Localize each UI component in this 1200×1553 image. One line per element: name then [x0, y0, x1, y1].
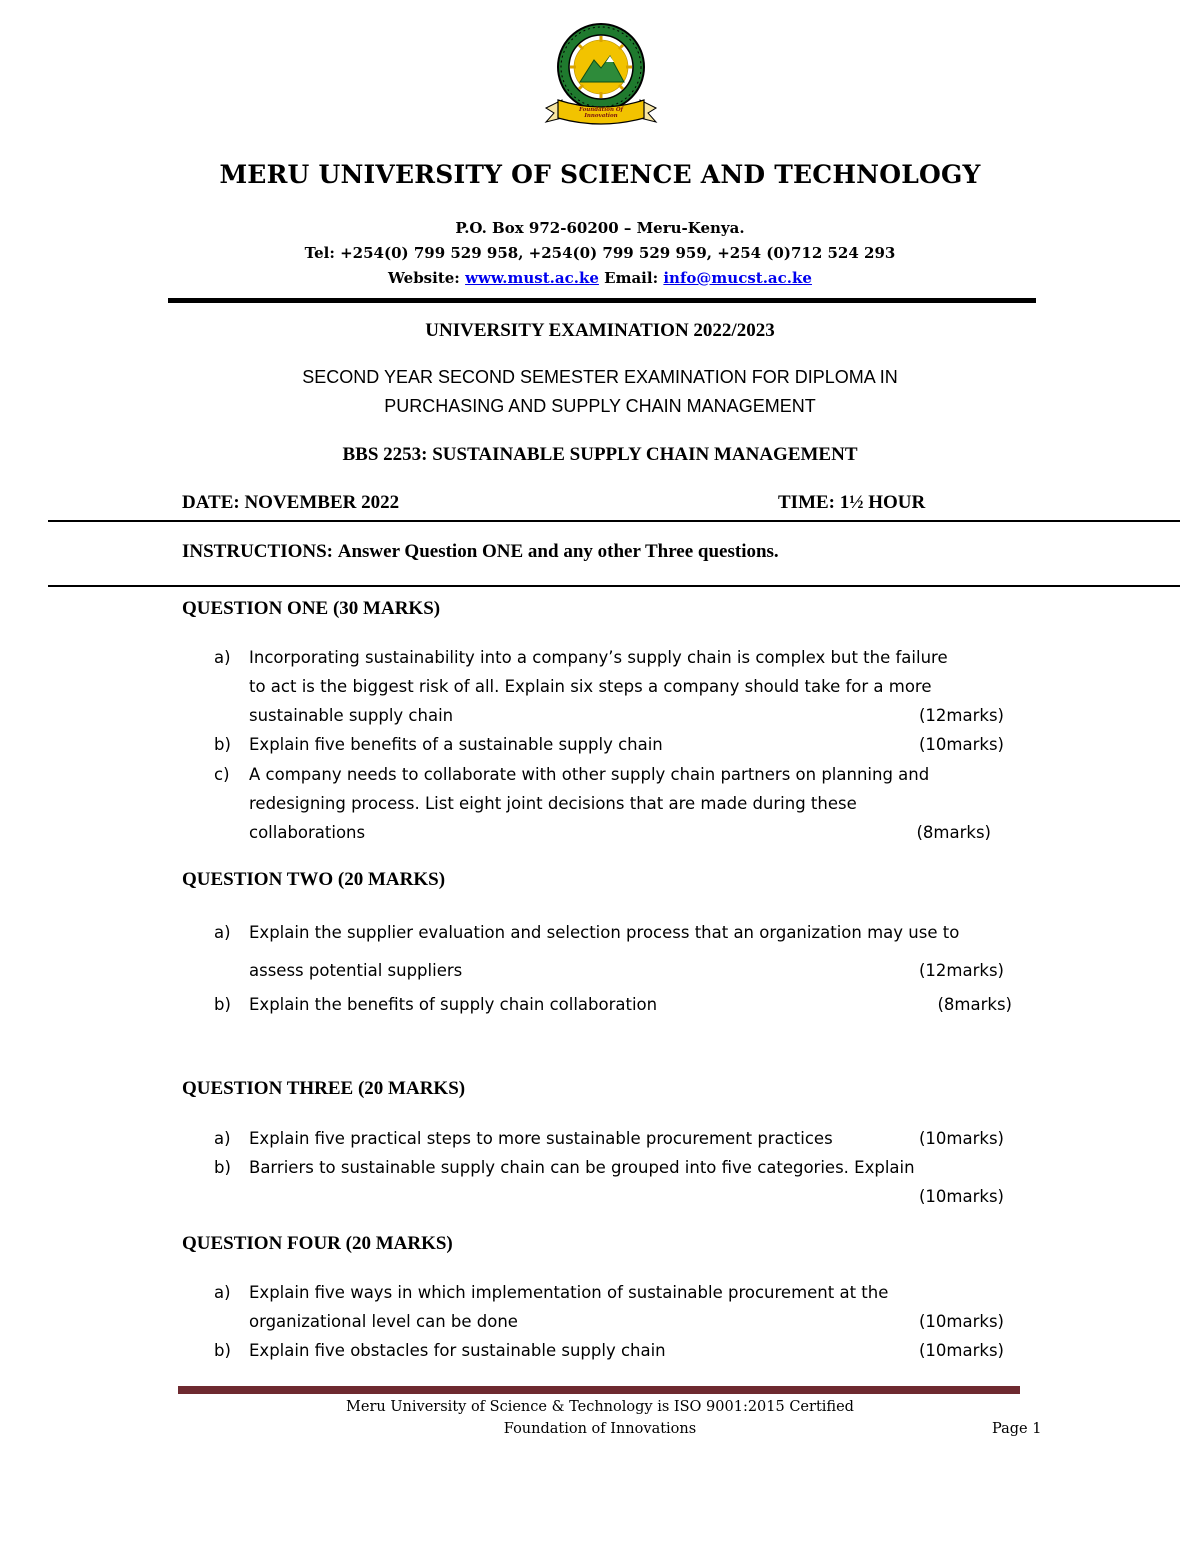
- exam-title: UNIVERSITY EXAMINATION 2022/2023: [425, 320, 775, 341]
- footer-divider: [178, 1386, 1020, 1394]
- item-text-line: sustainable supply chain: [249, 706, 454, 726]
- item-marks: (10marks): [919, 1187, 1004, 1207]
- item-text-line: Explain five obstacles for sustainable supply chain: [249, 1341, 666, 1360]
- email-link[interactable]: info@mucst.ac.ke: [663, 269, 812, 287]
- page-number: Page 1: [992, 1421, 1042, 1437]
- item-label: a): [214, 1283, 231, 1302]
- item-label: b): [214, 735, 231, 754]
- item-marks: (10marks): [919, 1312, 1004, 1332]
- question-two-part-a: [214, 914, 1004, 990]
- email-label: Email:: [604, 269, 659, 287]
- question-two-heading: QUESTION TWO (20 MARKS): [182, 869, 446, 890]
- university-name: MERU UNIVERSITY OF SCIENCE AND TECHNOLOGY: [219, 160, 981, 189]
- item-text-line: to act is the biggest risk of all. Explain six steps a company should take for a more: [249, 677, 932, 697]
- item-marks: (10marks): [919, 735, 1004, 754]
- exam-date: DATE: NOVEMBER 2022: [182, 492, 400, 513]
- question-four-heading: QUESTION FOUR (20 MARKS): [182, 1233, 453, 1254]
- item-text-line: collaborations: [249, 823, 366, 843]
- website-label: Website:: [388, 269, 460, 287]
- item-text-line: Explain five benefits of a sustainable supply chain: [249, 735, 663, 754]
- item-text-line: Explain five practical steps to more sustainable procurement practices: [249, 1129, 833, 1148]
- exam-time: TIME: 1½ HOUR: [778, 492, 926, 513]
- logo-motto: Foundation Of Innovation: [578, 107, 624, 119]
- item-marks: (12marks): [919, 706, 1004, 726]
- item-label: a): [214, 923, 231, 942]
- question-four-part-a: [214, 1278, 1004, 1336]
- item-text-line: redesigning process. List eight joint decisions that are made during these: [249, 794, 857, 814]
- question-one-heading: QUESTION ONE (30 MARKS): [182, 598, 441, 619]
- question-two-part-b: [214, 990, 1012, 1019]
- item-label: c): [214, 765, 230, 784]
- web-contact-line: [0, 269, 1200, 287]
- date-divider: [48, 520, 1180, 522]
- item-text-line: organizational level can be done: [249, 1312, 518, 1332]
- university-logo: [540, 22, 662, 130]
- item-marks: (8marks): [916, 823, 991, 843]
- footer-certification: Meru University of Science & Technology is ISO 9001:2015 Certified: [346, 1399, 854, 1415]
- item-marks: (12marks): [919, 961, 1004, 980]
- question-three-heading: QUESTION THREE (20 MARKS): [182, 1078, 466, 1099]
- instructions-label: INSTRUCTIONS:: [182, 541, 333, 562]
- question-three-part-a: [214, 1124, 1004, 1153]
- website-link[interactable]: www.must.ac.ke: [465, 269, 599, 287]
- item-text-line: Explain the benefits of supply chain collaboration: [249, 995, 658, 1014]
- item-text-line: assess potential suppliers: [249, 961, 463, 980]
- item-label: a): [214, 648, 231, 667]
- item-marks: (10marks): [919, 1129, 1004, 1148]
- postal-address: P.O. Box 972-60200 – Meru-Kenya.: [455, 219, 745, 237]
- item-label: a): [214, 1129, 231, 1148]
- item-text-line: A company needs to collaborate with other supply chain partners on planning and: [249, 765, 930, 784]
- item-text-line: Explain the supplier evaluation and selection process that an organization may use to: [249, 923, 960, 942]
- exam-subtitle-line-1: SECOND YEAR SECOND SEMESTER EXAMINATION FOR DIPLOMA IN: [302, 367, 898, 387]
- footer-motto: Foundation of Innovations: [503, 1421, 697, 1437]
- item-text-line: Explain five ways in which implementation of sustainable procurement at the: [249, 1283, 889, 1302]
- item-marks: (8marks): [937, 995, 1012, 1014]
- question-four-part-b: [214, 1336, 1004, 1365]
- item-marks: (10marks): [919, 1341, 1004, 1360]
- header-divider: [168, 298, 1036, 303]
- question-one-part-c: [214, 760, 1004, 848]
- item-label: b): [214, 995, 231, 1014]
- question-one-part-b: [214, 730, 1004, 759]
- item-text-line: Barriers to sustainable supply chain can be grouped into five categories. Explain: [249, 1158, 915, 1177]
- telephone-numbers: Tel: +254(0) 799 529 958, +254(0) 799 529 959, +254 (0)712 524 293: [304, 244, 896, 262]
- question-one-part-a: [214, 643, 1004, 731]
- item-label: b): [214, 1341, 231, 1360]
- item-label: b): [214, 1158, 231, 1177]
- item-text-line: Incorporating sustainability into a company’s supply chain is complex but the failure: [249, 648, 948, 667]
- exam-subtitle-line-2: PURCHASING AND SUPPLY CHAIN MANAGEMENT: [384, 396, 816, 416]
- instructions: [182, 541, 779, 563]
- course-title: BBS 2253: SUSTAINABLE SUPPLY CHAIN MANAGEMENT: [342, 444, 858, 465]
- question-three-part-b: [214, 1153, 1004, 1211]
- instructions-text: Answer Question ONE and any other Three questions.: [337, 541, 779, 562]
- instructions-divider: [48, 585, 1180, 587]
